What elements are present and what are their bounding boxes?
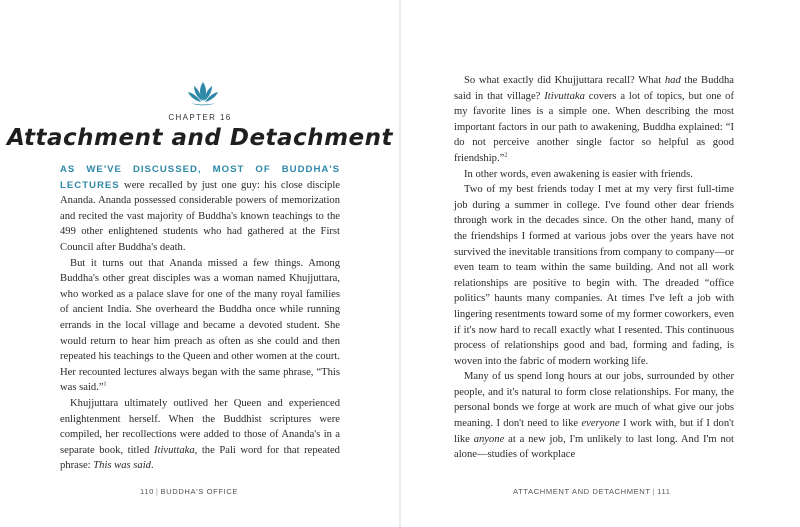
- italic-text: This was said: [93, 460, 151, 472]
- paragraph-text: But it turns out that Ananda missed a few things. Among Buddha's other great disciples was a woman named Khujjuttara, who worked as a palace slave for one of the many royal families of ancient India. She overheard the Buddha once while running errands in the local village and became a devoted student. She would return to hear him preach as often as she could and then repeated his teachings to the Queen and other women at the court. Her recounted lectures always began with the same phrase, “This was said.”: [60, 257, 340, 394]
- left-footer: [140, 487, 238, 496]
- italic-text: everyone: [581, 418, 620, 430]
- paragraph-text: the Buddha said in that village?: [454, 75, 734, 102]
- lotus-icon: [186, 80, 220, 108]
- italic-text: Itivuttaka: [544, 90, 585, 102]
- paragraph-text: , the Pali word for that repeated phrase:: [60, 444, 340, 472]
- left-body-text: [60, 162, 340, 474]
- footnote-marker: 2: [504, 152, 508, 159]
- footnote-marker: 1: [103, 381, 107, 388]
- page-number: 110: [140, 487, 154, 496]
- paragraph: [60, 256, 340, 396]
- paragraph: [454, 167, 734, 183]
- paragraph: [454, 73, 734, 167]
- paragraph: [60, 162, 340, 256]
- paragraph-text: at a new job, I'm unlikely to last long. And I'm not alone—studies of workplace: [454, 433, 734, 461]
- paragraph-text: I work with, but if I don't like: [454, 418, 734, 445]
- running-head: BUDDHA'S OFFICE: [160, 487, 239, 496]
- footer-separator: |: [155, 487, 159, 496]
- paragraph-text: .: [150, 460, 154, 472]
- paragraph-text: Two of my best friends today I met at my very first full-time job during a summer in college. I've found other dear friends through work in the decades since. On the other hand, many of the friendships I formed at various jobs over the years have not survived the inevitable transitions from company to company—or even team to team within the same building. And not all work relationships are positive to begin with. The dreaded “office politics” haunts many companies. At times I've left a job with lingering resentments toward some of my former coworkers, even if it's now hard to recall exactly what I resented. This continuous process of relationships good and bad, forming and fading, is woven into the fabric of modern working life.: [454, 184, 734, 367]
- chapter-title: Attachment and Detachment: [6, 125, 393, 151]
- right-footer: [513, 487, 671, 496]
- paragraph-text: Many of us spend long hours at our jobs, surrounded by other people, and it's natural to form close relationships. For many, the personal bonds we forge at work are much of what give our jobs meaning. I don't need to like: [454, 371, 734, 430]
- paragraph-text: were recalled by just one guy: his close disciple Ananda. Ananda possessed considerable powers of memorization and recited the vast majority of Buddha's known teachings to the 499 other enlightened students who had gathered at the First Council after Buddha's death.: [60, 179, 340, 253]
- paragraph-text: Khujjuttara ultimately outlived her Queen and experienced enlightenment herself. When the Buddhist scriptures were compiled, her recollections were added to those of Ananda's in a separate book, titled: [60, 397, 340, 456]
- paragraph: [60, 396, 340, 474]
- paragraph-text: In other words, even awakening is easier with friends.: [464, 168, 693, 180]
- page-number: 111: [657, 487, 671, 496]
- italic-text: anyone: [473, 433, 505, 445]
- right-page: [400, 0, 800, 527]
- paragraph-text: covers a lot of topics, but one of my favorite lines is a simple one. When describing the most important factors in our path to awakening, Buddha explained: “I do not perceive another single factor so helpful as good friendship.”: [454, 90, 734, 164]
- right-body-text: [454, 73, 734, 463]
- footer-separator: |: [652, 487, 656, 496]
- chapter-label: CHAPTER 16: [168, 113, 232, 122]
- paragraph: [454, 182, 734, 369]
- paragraph-text: So what exactly did Khujjuttara recall? What: [464, 75, 665, 86]
- running-head: ATTACHMENT AND DETACHMENT: [513, 487, 651, 496]
- italic-text: had: [664, 75, 681, 86]
- italic-text: Itivuttaka: [154, 444, 195, 456]
- lead-in-text: AS WE'VE DISCUSSED, MOST OF BUDDHA'S LECTURES: [60, 164, 340, 191]
- paragraph: [454, 369, 734, 463]
